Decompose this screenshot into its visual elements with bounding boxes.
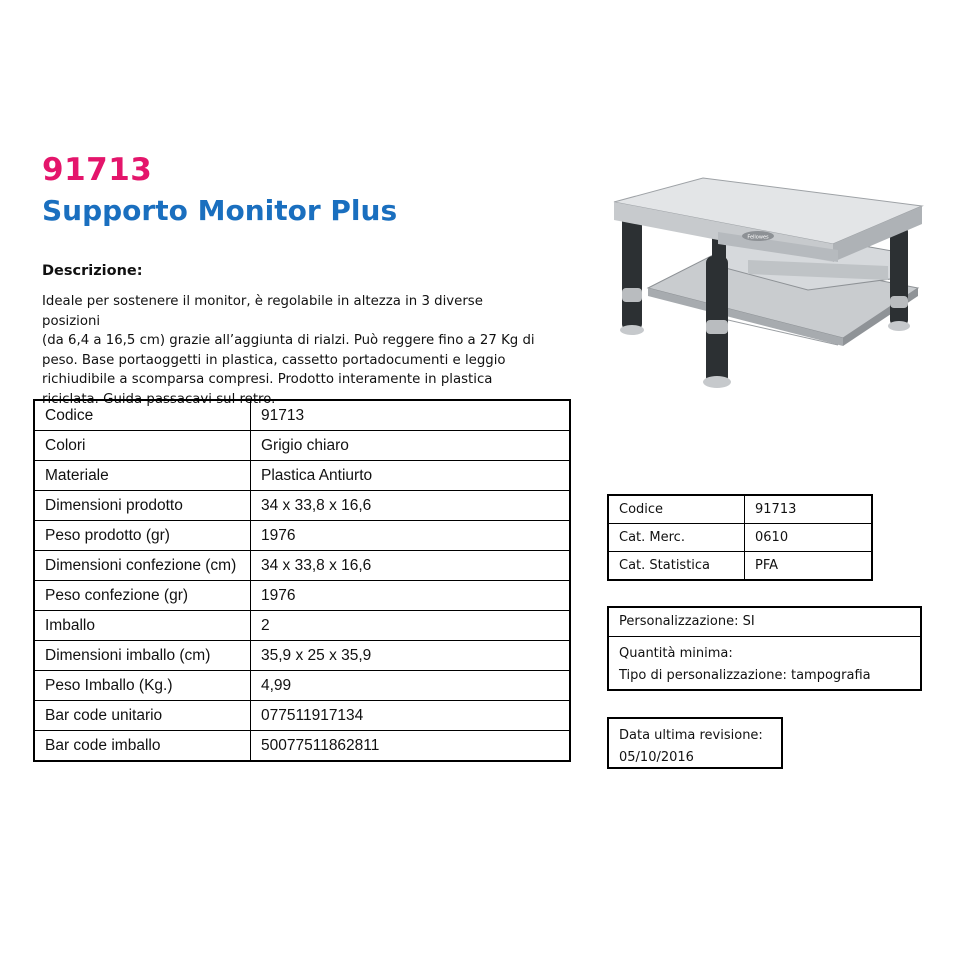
spec-value: 34 x 33,8 x 16,6 [251, 491, 571, 521]
minimum-quantity: Quantità minima: [619, 646, 733, 661]
revision-box [607, 717, 783, 769]
specifications-table [33, 399, 571, 762]
description-text [42, 292, 542, 409]
spec-label: Peso Imballo (Kg.) [34, 671, 251, 701]
revision-date: 05/10/2016 [619, 750, 694, 765]
table-row [34, 461, 570, 491]
spec-value: 91713 [251, 400, 571, 431]
personalization-box [607, 606, 922, 691]
spec-value: 2 [251, 611, 571, 641]
product-info-table [607, 494, 873, 581]
info-value: 91713 [745, 495, 873, 524]
table-row [34, 491, 570, 521]
table-row [34, 611, 570, 641]
info-label: Codice [608, 495, 745, 524]
table-row [34, 581, 570, 611]
product-title: Supporto Monitor Plus [42, 194, 398, 227]
table-row [34, 731, 570, 762]
table-row [34, 400, 570, 431]
description-line: Ideale per sostenere il monitor, è regolabile in altezza in 3 diverse posizioni [42, 294, 483, 329]
spec-value: 50077511862811 [251, 731, 571, 762]
spec-label: Codice [34, 400, 251, 431]
table-row [34, 551, 570, 581]
table-row [608, 552, 872, 581]
spec-label: Dimensioni prodotto [34, 491, 251, 521]
spec-value: 077511917134 [251, 701, 571, 731]
description-line: peso. Base portaoggetti in plastica, cassetto portadocumenti e leggio [42, 352, 506, 368]
spec-label: Dimensioni confezione (cm) [34, 551, 251, 581]
monitor-stand-image [608, 170, 928, 390]
info-value: PFA [745, 552, 873, 581]
personalization-details [609, 637, 920, 687]
table-row [608, 524, 872, 552]
spec-label: Colori [34, 431, 251, 461]
info-label: Cat. Statistica [608, 552, 745, 581]
table-row [34, 641, 570, 671]
description-line: richiudibile a scomparsa compresi. Prodotto interamente in plastica [42, 372, 493, 387]
spec-label: Bar code imballo [34, 731, 251, 762]
spec-label: Peso confezione (gr) [34, 581, 251, 611]
spec-value: 35,9 x 25 x 35,9 [251, 641, 571, 671]
table-row [34, 671, 570, 701]
personalization-type: Tipo di personalizzazione: tampografia [619, 668, 871, 683]
spec-label: Dimensioni imballo (cm) [34, 641, 251, 671]
info-value: 0610 [745, 524, 873, 552]
table-row [34, 521, 570, 551]
personalization-status: Personalizzazione: SI [609, 608, 920, 637]
spec-value: Grigio chiaro [251, 431, 571, 461]
revision-label: Data ultima revisione: [619, 728, 763, 743]
table-row [34, 701, 570, 731]
spec-value: 1976 [251, 581, 571, 611]
spec-value: Plastica Antiurto [251, 461, 571, 491]
spec-label: Bar code unitario [34, 701, 251, 731]
spec-label: Peso prodotto (gr) [34, 521, 251, 551]
spec-value: 34 x 33,8 x 16,6 [251, 551, 571, 581]
description-line: riciclata. Guida passacavi sul retro. [42, 391, 276, 407]
spec-value: 4,99 [251, 671, 571, 701]
info-label: Cat. Merc. [608, 524, 745, 552]
table-row [34, 431, 570, 461]
table-row [608, 495, 872, 524]
spec-value: 1976 [251, 521, 571, 551]
brand-logo-text: Fellowes [747, 234, 769, 241]
spec-label: Materiale [34, 461, 251, 491]
description-line: (da 6,4 a 16,5 cm) grazie all’aggiunta di rialzi. Può reggere fino a 27 Kg di [42, 333, 535, 348]
description-heading: Descrizione: [42, 263, 143, 279]
product-code-title: 91713 [42, 152, 153, 188]
spec-label: Imballo [34, 611, 251, 641]
